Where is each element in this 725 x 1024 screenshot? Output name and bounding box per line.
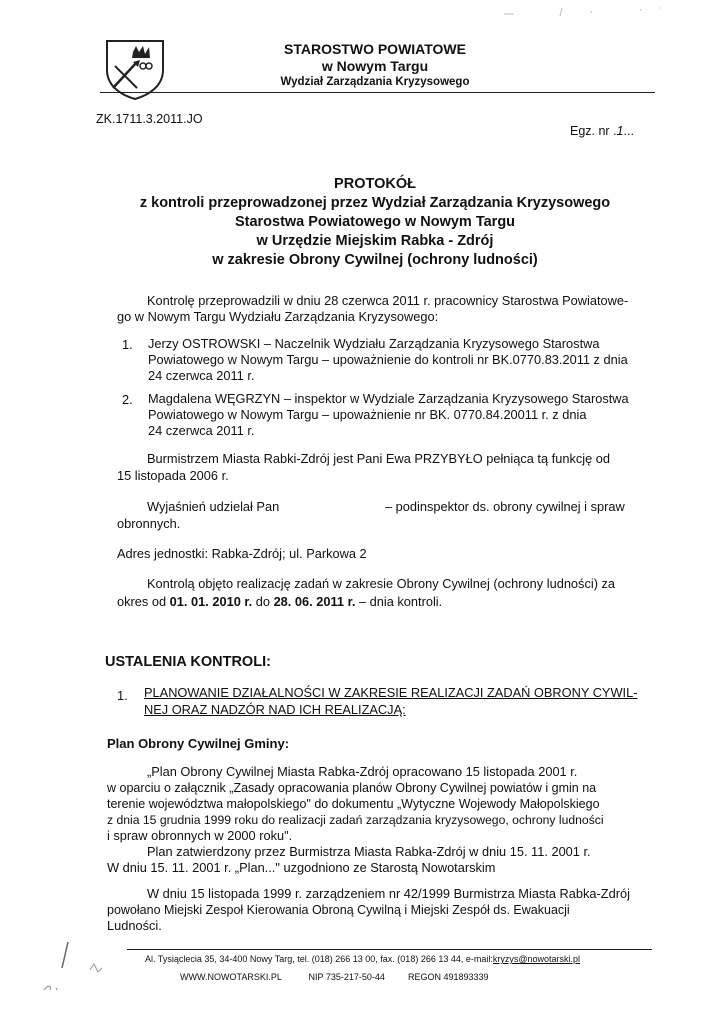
scope-text: okres od [117,594,167,609]
scan-noise-icon [500,4,680,20]
reference-number: ZK.1711.3.2011.JO [96,112,203,126]
title-line-3: Starostwa Powiatowego w Nowym Targu [234,214,516,230]
plan-par1-line-5: i spraw obronnych w 2000 roku". [107,828,293,843]
list-item-line: 24 czerwca 2011 r. [148,368,255,383]
intro-line-1: Kontrolę przeprowadzili w dniu 28 czerwca 2011 r. pracownicy Starostwa Powiatowe- [147,293,629,308]
explanations-line-2: obronnych. [117,516,181,531]
section-heading [144,684,656,718]
explanations-role: – podinspektor ds. obrony cywilnej i spraw [385,499,625,514]
plan-par2-line-2: W dniu 15. 11. 2001 r. „Plan..." uzgodniono ze Starostą Nowotarskim [107,860,496,875]
copy-number: Egz. nr .1... [570,124,634,138]
plan-par1-line-1: „Plan Obrony Cywilnej Miasta Rabka-Zdrój opracowano 15 listopada 2001 r. [147,764,578,779]
footer-divider [127,949,652,950]
list-item-number: 1. [122,337,133,352]
plan-par1-line-4: z dnia 15 grudnia 1999 roku do realizacji zadań zarządzania kryzysowego, ochrony ludności [107,813,604,827]
header-office-name: STAROSTWO POWIATOWE [284,41,466,57]
scope-date-to: 28. 06. 2011 r. [273,594,356,609]
list-item-line: 24 czerwca 2011 r. [148,423,255,438]
copy-value: 1 [616,124,624,138]
list-item-line: Powiatowego w Nowym Targu – upoważnienie do kontroli nr BK.0770.83.2011 z dnia [148,352,628,367]
mayor-line-1: Burmistrzem Miasta Rabki-Zdrój jest Pani Ewa PRZYBYŁO pełniąca tą funkcję od [147,451,610,466]
intro-line-2: go w Nowym Targu Wydziału Zarządzania Kryzysowego: [117,309,439,324]
list-item [148,391,656,439]
plan-par2-line-1: Plan zatwierdzony przez Burmistrza Miasta Rabka-Zdrój w dniu 15. 11. 2001 r. [147,844,591,859]
section-number: 1. [117,688,128,703]
footer-email-link[interactable]: kryzys@nowotarski.pl [492,954,581,964]
title-line-2: z kontroli przeprowadzonej przez Wydział Zarządzania Kryzysowego [139,195,611,211]
list-item-line: Jerzy OSTROWSKI – Naczelnik Wydziału Zarządzania Kryzysowego Starostwa [148,336,600,351]
title-line-5: w zakresie Obrony Cywilnej (ochrony ludności) [212,252,538,268]
scope-line-1: Kontrolą objęto realizację zadań w zakresie Obrony Cywilnej (ochrony ludności) za [147,576,616,591]
coat-of-arms-icon [103,38,167,100]
header-department: Wydział Zarządzania Kryzysowego [280,76,470,88]
footer-regon: REGON 491893339 [407,972,489,982]
scope-date-from: 01. 01. 2010 r. [169,594,253,609]
unit-address: Adres jednostki: Rabka-Zdrój; ul. Parkowa 2 [117,546,367,561]
scope-text: – dnia kontroli. [358,594,443,609]
findings-heading: USTALENIA KONTROLI: [105,654,271,670]
copy-label: Egz. nr . [570,124,617,138]
plan-par1-line-3: terenie województwa małopolskiego" do dokumentu „Wytyczne Wojewody Małopolskiego [107,797,600,811]
footer-address [145,954,655,964]
footer-ids [180,972,660,982]
title-line-1: PROTOKÓŁ [334,176,416,192]
scope-text: do [255,594,270,609]
list-item-line: Powiatowego w Nowym Targu – upoważnienie nr BK. 0770.84.20011 r. z dnia [148,407,587,422]
plan-par1-line-2: w oparciu o załącznik „Zasady opracowania planów Obrony Cywilnej powiatów i gmin na [107,781,597,795]
list-item [148,336,656,384]
document-title [80,175,670,270]
list-item-number: 2. [122,392,133,407]
plan-par3-line-3: Ludności. [107,918,162,933]
mayor-line-2: 15 listopada 2006 r. [117,468,229,483]
footer-website-link[interactable]: WWW.NOWOTARSKI.PL [180,972,282,982]
explanations-person: Wyjaśnień udzielał Pan [147,499,280,514]
scope-line-2 [117,594,657,610]
section-heading-line: PLANOWANIE DZIAŁALNOŚCI W ZAKRESIE REALIZACJI ZADAŃ OBRONY CYWIL- [144,685,638,700]
handwritten-marks-icon [40,940,120,1000]
plan-par3-line-2: powołano Miejski Zespoł Kierowania Obroną Cywilną i Miejski Zespół ds. Ewakuacji [107,903,570,917]
section-heading-line: NEJ ORAZ NADZÓR NAD ICH REALIZACJĄ: [144,702,406,717]
header-divider [100,92,655,93]
plan-par3-line-1: W dniu 15 listopada 1999 r. zarządzeniem nr 42/1999 Burmistrza Miasta Rabka-Zdrój [147,886,630,901]
list-item-line: Magdalena WĘGRZYN – inspektor w Wydziale Zarządzania Kryzysowego Starostwa [148,391,629,406]
title-line-4: w Urzędzie Miejskim Rabka - Zdrój [256,233,494,249]
plan-heading: Plan Obrony Cywilnej Gminy: [107,736,290,751]
header-city: w Nowym Targu [321,58,429,74]
footer-nip: NIP 735-217-50-44 [308,972,385,982]
footer-address-text: Al. Tysiąclecia 35, 34-400 Nowy Targ, tel. (018) 266 13 00, fax. (018) 266 13 44, e-mail: [145,954,493,964]
